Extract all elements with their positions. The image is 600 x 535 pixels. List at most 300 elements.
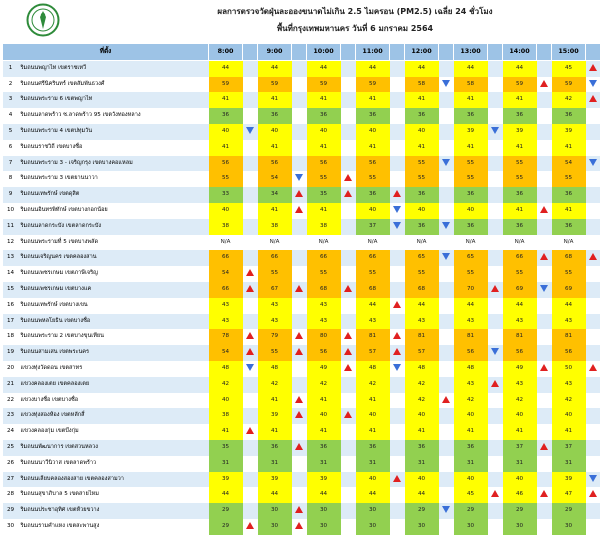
pm25-value: 44: [405, 60, 439, 76]
trend-cell: [243, 440, 258, 456]
station-number: 12: [3, 235, 19, 251]
trend-cell: [537, 345, 552, 361]
pm25-value: 68: [307, 282, 341, 298]
station-number: 4: [3, 108, 19, 124]
pm25-value: 43: [503, 314, 537, 330]
pm25-value: 55: [552, 266, 586, 282]
trend-cell: [537, 424, 552, 440]
pm25-value: 36: [552, 187, 586, 203]
pm25-value: N/A: [209, 235, 243, 251]
trend-cell: [390, 408, 405, 424]
trend-up-icon: [295, 348, 303, 355]
pm25-value: 65: [454, 250, 488, 266]
table-row: [3, 140, 600, 156]
trend-cell: [586, 440, 600, 456]
station-location: ริมถนนพระรามที่ 5 เขตบางพลัด: [19, 235, 209, 251]
pm25-value: 59: [258, 77, 292, 93]
trend-up-icon: [246, 427, 254, 434]
pm25-value: N/A: [454, 235, 488, 251]
pm25-value: 68: [405, 282, 439, 298]
pm25-value: 41: [307, 424, 341, 440]
pm25-value: 40: [356, 124, 390, 140]
trend-cell: [390, 329, 405, 345]
pm25-value: 49: [307, 361, 341, 377]
trend-cell: [586, 377, 600, 393]
trend-cell: [390, 266, 405, 282]
trend-cell: [537, 314, 552, 330]
pm25-value: 42: [552, 92, 586, 108]
pm25-value: 55: [552, 171, 586, 187]
trend-down-icon: [295, 174, 303, 181]
trend-cell: [488, 519, 503, 535]
trend-down-icon: [589, 159, 597, 166]
pm25-value: 36: [307, 108, 341, 124]
pm25-value: 31: [405, 456, 439, 472]
trend-cell: [488, 456, 503, 472]
trend-up-icon: [295, 190, 303, 197]
trend-cell: [243, 219, 258, 235]
trend-cell: [439, 282, 454, 298]
pm25-value: 56: [552, 345, 586, 361]
pm25-value: 41: [209, 92, 243, 108]
table-row: [3, 314, 600, 330]
pm25-value: 44: [454, 298, 488, 314]
pm25-value: 35: [307, 187, 341, 203]
pm25-value: 36: [552, 108, 586, 124]
pm25-value: 48: [258, 361, 292, 377]
pm25-value: 42: [307, 377, 341, 393]
trend-up-icon: [295, 206, 303, 213]
pm25-value: 38: [209, 219, 243, 235]
trend-cell: [243, 171, 258, 187]
trend-cell: [439, 203, 454, 219]
pm25-value: 44: [209, 60, 243, 76]
trend-cell: [292, 203, 307, 219]
trend-cell: [586, 250, 600, 266]
station-location: แขวงทุ่งวัดดอน เขตสาทร: [19, 361, 209, 377]
pm25-value: 59: [307, 77, 341, 93]
trend-cell: [586, 472, 600, 488]
pm25-value: 34: [258, 187, 292, 203]
pm25-value: 31: [454, 456, 488, 472]
pm25-table: [2, 43, 600, 535]
pm25-value: 36: [307, 440, 341, 456]
pm25-value: 44: [356, 60, 390, 76]
pm25-value: 44: [405, 487, 439, 503]
trend-header: [390, 44, 405, 61]
trend-cell: [390, 440, 405, 456]
trend-cell: [390, 250, 405, 266]
pm25-value: N/A: [552, 235, 586, 251]
table-row: [3, 124, 600, 140]
trend-header: [586, 44, 600, 61]
trend-up-icon: [393, 475, 401, 482]
pm25-value: 41: [552, 424, 586, 440]
trend-cell: [292, 60, 307, 76]
station-number: 5: [3, 124, 19, 140]
trend-cell: [341, 472, 356, 488]
time-header: 12:00: [405, 44, 439, 61]
trend-up-icon: [393, 348, 401, 355]
trend-cell: [537, 219, 552, 235]
pm25-value: 39: [552, 472, 586, 488]
trend-cell: [341, 92, 356, 108]
pm25-value: 29: [552, 503, 586, 519]
pm25-value: 41: [356, 424, 390, 440]
trend-cell: [243, 408, 258, 424]
trend-cell: [586, 487, 600, 503]
trend-cell: [341, 156, 356, 172]
trend-cell: [439, 171, 454, 187]
pm25-value: 58: [405, 77, 439, 93]
pm25-value: 66: [209, 282, 243, 298]
station-location: แขวงคลองเตย เขตคลองเตย: [19, 377, 209, 393]
pm25-value: 81: [454, 329, 488, 345]
trend-up-icon: [589, 490, 597, 497]
pm25-value: 55: [356, 171, 390, 187]
station-location: ริมถนนเทพรักษ์ เขตดุสิต: [19, 187, 209, 203]
pm25-value: 36: [454, 187, 488, 203]
trend-cell: [586, 345, 600, 361]
trend-cell: [292, 282, 307, 298]
trend-down-icon: [246, 127, 254, 134]
station-location: ริมถนนอินทรพิทักษ์ เขตบางกอกน้อย: [19, 203, 209, 219]
trend-cell: [292, 361, 307, 377]
table-row: [3, 250, 600, 266]
trend-cell: [488, 361, 503, 377]
pm25-value: 43: [209, 298, 243, 314]
trend-cell: [488, 329, 503, 345]
trend-down-icon: [589, 80, 597, 87]
station-number: 10: [3, 203, 19, 219]
pm25-value: 54: [209, 345, 243, 361]
pm25-value: 43: [454, 314, 488, 330]
pm25-value: 41: [454, 140, 488, 156]
trend-cell: [488, 282, 503, 298]
pm25-value: 36: [258, 440, 292, 456]
trend-cell: [243, 282, 258, 298]
trend-cell: [537, 156, 552, 172]
trend-cell: [292, 487, 307, 503]
trend-cell: [537, 250, 552, 266]
trend-cell: [390, 377, 405, 393]
pm25-value: 40: [454, 472, 488, 488]
pm25-value: 66: [356, 250, 390, 266]
trend-cell: [439, 108, 454, 124]
pm25-value: 44: [552, 298, 586, 314]
trend-cell: [390, 124, 405, 140]
trend-header: [439, 44, 454, 61]
trend-cell: [537, 266, 552, 282]
report-header: [0, 0, 600, 44]
trend-up-icon: [442, 396, 450, 403]
trend-down-icon: [442, 159, 450, 166]
trend-up-icon: [295, 411, 303, 418]
trend-cell: [390, 219, 405, 235]
trend-cell: [243, 345, 258, 361]
pm25-value: 41: [307, 92, 341, 108]
pm25-value: 31: [503, 456, 537, 472]
table-row: [3, 345, 600, 361]
pm25-value: 44: [356, 487, 390, 503]
trend-cell: [586, 361, 600, 377]
trend-cell: [341, 361, 356, 377]
trend-cell: [243, 487, 258, 503]
trend-cell: [586, 424, 600, 440]
trend-cell: [586, 329, 600, 345]
station-location: ริมถนนราชวิถี เขตบางซื่อ: [19, 140, 209, 156]
trend-cell: [537, 92, 552, 108]
trend-header: [292, 44, 307, 61]
trend-cell: [488, 124, 503, 140]
trend-cell: [292, 472, 307, 488]
pm25-value: 81: [552, 329, 586, 345]
trend-up-icon: [246, 332, 254, 339]
trend-cell: [341, 314, 356, 330]
trend-cell: [586, 503, 600, 519]
pm25-value: 68: [552, 250, 586, 266]
pm25-value: 39: [552, 124, 586, 140]
trend-cell: [537, 377, 552, 393]
pm25-value: 48: [356, 361, 390, 377]
trend-down-icon: [491, 348, 499, 355]
pm25-value: 78: [209, 329, 243, 345]
pm25-value: 59: [552, 77, 586, 93]
trend-cell: [341, 235, 356, 251]
trend-cell: [586, 235, 600, 251]
pm25-value: 30: [258, 503, 292, 519]
pm25-value: 39: [503, 124, 537, 140]
trend-cell: [341, 440, 356, 456]
time-header: 9:00: [258, 44, 292, 61]
trend-cell: [537, 361, 552, 377]
pm25-value: 40: [209, 124, 243, 140]
trend-up-icon: [295, 506, 303, 513]
trend-cell: [292, 250, 307, 266]
trend-cell: [488, 345, 503, 361]
trend-cell: [537, 171, 552, 187]
trend-cell: [292, 456, 307, 472]
trend-cell: [488, 140, 503, 156]
trend-cell: [390, 361, 405, 377]
trend-cell: [292, 393, 307, 409]
trend-cell: [292, 108, 307, 124]
station-number: 7: [3, 156, 19, 172]
pm25-value: 43: [307, 314, 341, 330]
pm25-value: 56: [454, 345, 488, 361]
table-row: [3, 393, 600, 409]
station-location: ริมถนนพหลโยธิน เขตบางซื่อ: [19, 314, 209, 330]
trend-cell: [439, 487, 454, 503]
trend-cell: [341, 140, 356, 156]
station-location: ริมถนนพัฒนาการ เขตสวนหลวง: [19, 440, 209, 456]
pm25-value: 44: [454, 60, 488, 76]
trend-cell: [243, 235, 258, 251]
pm25-value: 29: [454, 503, 488, 519]
trend-cell: [243, 203, 258, 219]
pm25-value: 38: [307, 219, 341, 235]
station-number: 28: [3, 487, 19, 503]
trend-up-icon: [589, 95, 597, 102]
pm25-value: 48: [454, 361, 488, 377]
station-number: 20: [3, 361, 19, 377]
pm25-value: 36: [454, 108, 488, 124]
pm25-value: 42: [454, 393, 488, 409]
table-row: [3, 377, 600, 393]
trend-up-icon: [295, 522, 303, 529]
station-number: 26: [3, 456, 19, 472]
pm25-value: 40: [405, 408, 439, 424]
trend-cell: [292, 140, 307, 156]
trend-cell: [341, 345, 356, 361]
trend-cell: [243, 393, 258, 409]
pm25-value: 66: [258, 250, 292, 266]
station-number: 23: [3, 408, 19, 424]
trend-cell: [488, 92, 503, 108]
pm25-value: 56: [307, 345, 341, 361]
trend-cell: [586, 266, 600, 282]
pm25-value: 40: [405, 203, 439, 219]
pm25-value: 37: [356, 219, 390, 235]
pm25-value: 69: [552, 282, 586, 298]
pm25-value: 40: [454, 203, 488, 219]
trend-cell: [341, 487, 356, 503]
station-number: 6: [3, 140, 19, 156]
pm25-value: 56: [307, 156, 341, 172]
pm25-value: N/A: [307, 235, 341, 251]
trend-up-icon: [393, 332, 401, 339]
station-location: ริมถนนพระราม 3 เขตยานนาวา: [19, 171, 209, 187]
station-location: ริมถนนเพชรเกษม เขตบางแค: [19, 282, 209, 298]
pm25-value: 30: [552, 519, 586, 535]
pm25-value: 54: [258, 171, 292, 187]
pm25-value: 40: [356, 408, 390, 424]
pm25-value: 46: [503, 487, 537, 503]
trend-cell: [439, 140, 454, 156]
station-number: 19: [3, 345, 19, 361]
trend-cell: [439, 345, 454, 361]
trend-cell: [390, 472, 405, 488]
trend-cell: [586, 393, 600, 409]
pm25-value: 55: [405, 156, 439, 172]
trend-header: [488, 44, 503, 61]
trend-cell: [243, 298, 258, 314]
trend-down-icon: [442, 80, 450, 87]
trend-cell: [439, 156, 454, 172]
pm25-value: 36: [405, 108, 439, 124]
trend-cell: [537, 203, 552, 219]
pm25-value: 41: [356, 140, 390, 156]
trend-cell: [341, 503, 356, 519]
trend-up-icon: [540, 443, 548, 450]
table-row: [3, 219, 600, 235]
pm25-value: 37: [503, 440, 537, 456]
pm25-value: 56: [258, 156, 292, 172]
station-location: ริมถนนพระราม 4 เขตปทุมวัน: [19, 124, 209, 140]
station-location: แขวงบางซื่อ เขตบางซื่อ: [19, 393, 209, 409]
trend-cell: [390, 314, 405, 330]
trend-cell: [292, 314, 307, 330]
pm25-value: 55: [454, 171, 488, 187]
pm25-value: 41: [356, 393, 390, 409]
trend-cell: [243, 377, 258, 393]
station-number: 14: [3, 266, 19, 282]
station-location: ริมถนนพระราม 6 เขตพญาไท: [19, 92, 209, 108]
table-row: [3, 329, 600, 345]
trend-cell: [488, 503, 503, 519]
trend-cell: [390, 519, 405, 535]
pm25-value: 41: [405, 140, 439, 156]
trend-up-icon: [344, 348, 352, 355]
trend-up-icon: [491, 380, 499, 387]
pm25-value: 41: [356, 92, 390, 108]
bangkok-logo: [26, 3, 60, 37]
trend-cell: [537, 235, 552, 251]
trend-cell: [586, 140, 600, 156]
pm25-value: 43: [405, 314, 439, 330]
table-row: [3, 77, 600, 93]
pm25-value: 56: [503, 345, 537, 361]
trend-cell: [537, 187, 552, 203]
trend-up-icon: [393, 190, 401, 197]
pm25-value: 33: [209, 187, 243, 203]
pm25-value: 43: [258, 314, 292, 330]
trend-cell: [390, 77, 405, 93]
pm25-value: 36: [503, 219, 537, 235]
table-row: [3, 361, 600, 377]
trend-cell: [586, 108, 600, 124]
pm25-value: 43: [209, 314, 243, 330]
pm25-value: 50: [552, 361, 586, 377]
trend-cell: [439, 250, 454, 266]
trend-header: [243, 44, 258, 61]
trend-cell: [341, 329, 356, 345]
pm25-value: N/A: [405, 235, 439, 251]
trend-cell: [292, 298, 307, 314]
trend-cell: [390, 140, 405, 156]
trend-up-icon: [295, 443, 303, 450]
report-title: ผลการตรวจวัดฝุ่นละอองขนาดไม่เกิน 2.5 ไมครอน (PM2.5) เฉลี่ย 24 ชั่วโมง: [120, 5, 590, 18]
location-header: ที่ตั้ง: [3, 44, 209, 61]
pm25-value: 40: [503, 408, 537, 424]
pm25-value: 40: [405, 472, 439, 488]
pm25-value: 41: [307, 140, 341, 156]
trend-cell: [292, 171, 307, 187]
pm25-value: 41: [258, 393, 292, 409]
trend-cell: [488, 203, 503, 219]
pm25-value: 41: [454, 424, 488, 440]
trend-cell: [586, 298, 600, 314]
trend-down-icon: [589, 475, 597, 482]
pm25-value: 30: [503, 519, 537, 535]
pm25-value: 55: [258, 266, 292, 282]
pm25-value: 55: [307, 171, 341, 187]
pm25-value: N/A: [356, 235, 390, 251]
trend-cell: [292, 345, 307, 361]
trend-cell: [439, 219, 454, 235]
pm25-value: 55: [454, 156, 488, 172]
pm25-value: 54: [209, 266, 243, 282]
station-number: 27: [3, 472, 19, 488]
trend-cell: [292, 77, 307, 93]
pm25-value: 43: [307, 298, 341, 314]
trend-up-icon: [540, 253, 548, 260]
pm25-value: 41: [405, 92, 439, 108]
trend-cell: [341, 187, 356, 203]
trend-cell: [341, 124, 356, 140]
pm25-value: 43: [503, 377, 537, 393]
trend-cell: [341, 519, 356, 535]
